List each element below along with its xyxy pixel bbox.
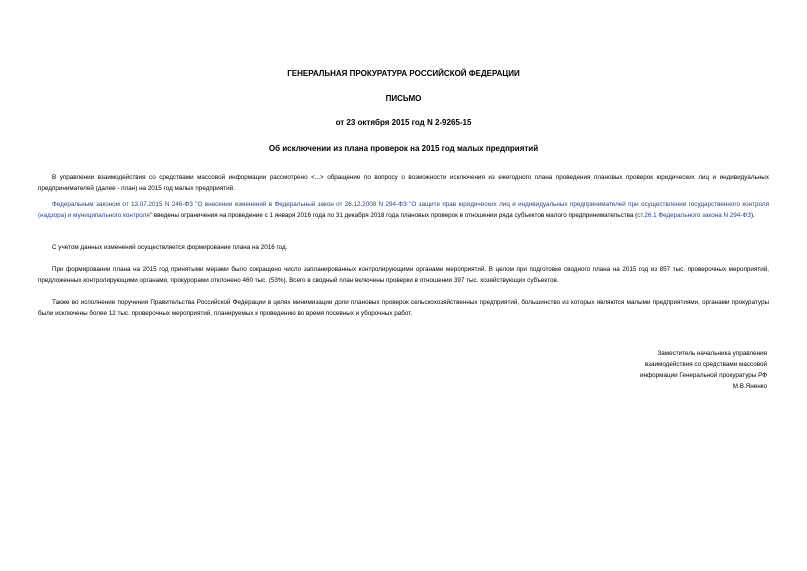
signature-department: взаимодействия со средствами массовой [644, 361, 767, 368]
paragraph-2-text: введены ограничения на проведение с 1 января 2016 года по 31 декабря 2018 года плановых проверок в отношении ряда субъектов малого предпринимательства ( [151, 212, 638, 219]
paragraph-2-end: ). [750, 212, 755, 219]
article-26-1-link[interactable]: ст.26.1 Федерального закона N 294-ФЗ [637, 212, 751, 219]
signature-name: М.В.Яненко [732, 383, 767, 390]
document-subject: Об исключении из плана проверок на 2015 год малых предприятий [268, 144, 539, 153]
signature-position: Заместитель начальника управления [657, 350, 767, 357]
paragraph-5: Также во исполнение поручения Правительства Российской Федерации в целях минимизации доли плановых проверок сельскохозяйственных предприятий, большинство из которых являются малыми предприятиями, органами прокуратуры были исключены более 12 тыс. проверочных мероприятий, планируемых к проведению во время посевных и уборочных работ. [38, 299, 769, 317]
document-type: ПИСЬМО [385, 94, 422, 103]
paragraph-3: С учетом данных изменений осуществляется формирование плана на 2016 год. [52, 244, 288, 251]
organization-heading: ГЕНЕРАЛЬНАЯ ПРОКУРАТУРА РОССИЙСКОЙ ФЕДЕРАЦИИ [287, 69, 520, 78]
paragraph-1: В управлении взаимодействия со средствами массовой информации рассмотрено <...> обращение по вопросу о возможности исключения из ежегодного плана проведения плановых проверок юридических лиц и индивидуальных предпринимателей (далее - план) на 2015 год малых предприятий. [38, 174, 769, 192]
signature-block [527, 348, 767, 392]
paragraph-4: При формировании плана на 2015 год принятыми мерами было сокращено число запланированных контролирующими органами мероприятий. В целом при подготовке сводного плана на 2015 год из 857 тыс. проверочных мероприятий, предложенных контролирующими органами, прокурорами отклонено 460 тыс. (53%). Всего в сводный план включены проверки в отношении 397 тыс. хозяйствующих субъектов. [38, 266, 769, 284]
paragraph-2 [38, 199, 769, 221]
document-reference: от 23 октября 2015 год N 2-9265-15 [335, 118, 472, 127]
signature-organization: информации Генеральной прокуратуры РФ [640, 372, 767, 379]
federal-law-246-link[interactable]: Федеральным законом от 13.07.2015 N 246-ФЗ "О внесении изменений в Федеральный закон от 26.12.2008 N 294-ФЗ "О защите прав юридических лиц и индивидуальных предпринимателей при осуществлении государственного контроля (надзора) и муниципального контроля" [38, 201, 769, 219]
